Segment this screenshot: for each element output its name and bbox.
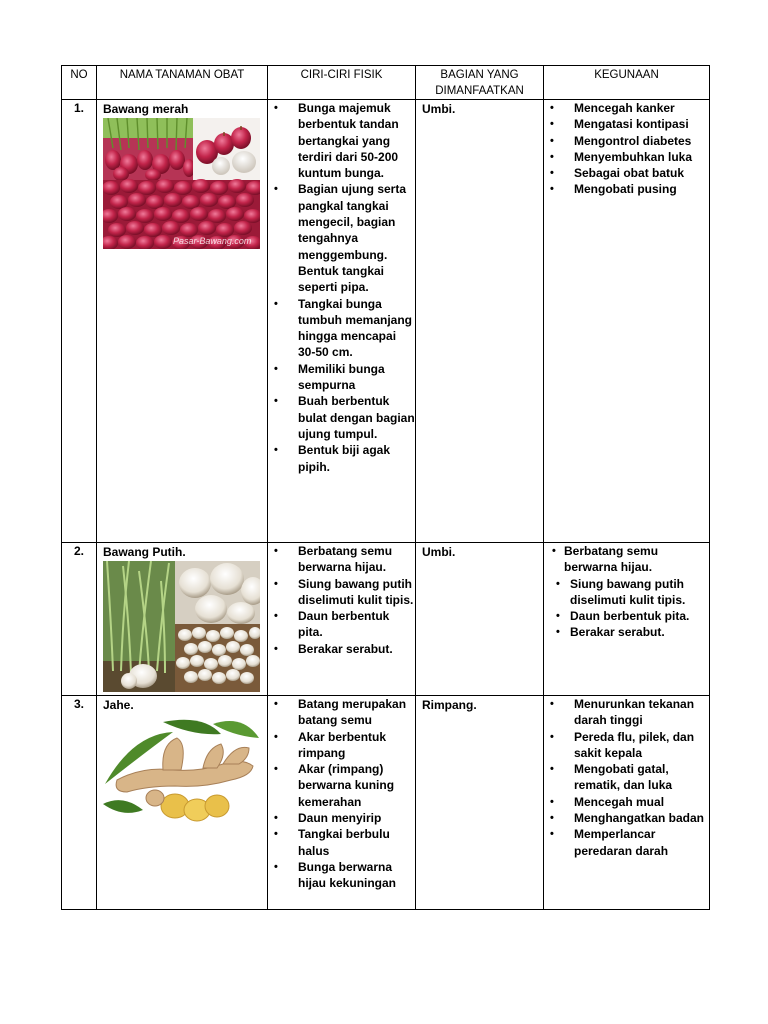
list-item: • Bentuk biji agak pipih. — [268, 442, 415, 475]
list-item: • Akar berbentuk rimpang — [268, 729, 415, 762]
row-number: 3. — [62, 696, 97, 910]
plant-cell — [97, 696, 268, 910]
list-item: • Berakar serabut. — [544, 624, 709, 640]
list-item: • Batang merupakan batang semu — [268, 696, 415, 729]
list-item: • Berbatang semu berwarna hijau. — [544, 543, 709, 576]
list-item: • Berakar serabut. — [268, 641, 415, 657]
list-item: • Menyembuhkan luka — [544, 149, 709, 165]
traits-cell — [268, 543, 416, 696]
list-item: • Bagian ujung serta pangkal tangkai mengecil, bagian tengahnya menggembung. Bentuk tangkai seperti pipa. — [268, 181, 415, 295]
header-uses: KEGUNAAN — [544, 66, 710, 100]
list-item: • Menurunkan tekanan darah tinggi — [544, 696, 709, 729]
list-item: • Mencegah kanker — [544, 100, 709, 116]
list-item: • Tangkai berbulu halus — [268, 826, 415, 859]
list-item: • Mencegah mual — [544, 794, 709, 810]
list-item: • Bunga majemuk berbentuk tandan bertangkai yang terdiri dari 50-200 kuntum bunga. — [268, 100, 415, 181]
list-item: • Daun menyirip — [268, 810, 415, 826]
list-item: • Daun berbentuk pita. — [544, 608, 709, 624]
photo-watermark: Pasar-Bawang.com — [173, 236, 252, 246]
table-row — [62, 696, 710, 910]
list-item: • Tangkai bunga tumbuh memanjang hingga mencapai 30-50 cm. — [268, 296, 415, 361]
part-used: Umbi. — [416, 543, 544, 696]
traits-list — [268, 696, 415, 892]
part-used: Umbi. — [416, 100, 544, 543]
list-item: • Mengobati pusing — [544, 181, 709, 197]
table-row — [62, 100, 710, 543]
plant-cell — [97, 543, 268, 696]
part-used: Rimpang. — [416, 696, 544, 910]
uses-list — [544, 696, 709, 859]
header-physical-traits: CIRI-CIRI FISIK — [268, 66, 416, 100]
row-number: 1. — [62, 100, 97, 543]
list-item: • Siung bawang putih diselimuti kulit tipis. — [268, 576, 415, 609]
traits-cell — [268, 100, 416, 543]
uses-list — [544, 543, 709, 576]
list-item: • Berbatang semu berwarna hijau. — [268, 543, 415, 576]
list-item: • Pereda flu, pilek, dan sakit kepala — [544, 729, 709, 762]
list-item: • Bunga berwarna hijau kekuningan — [268, 859, 415, 892]
uses-list — [544, 100, 709, 198]
header-row — [62, 66, 710, 100]
header-part-used-line2: DIMANFAATKAN — [435, 85, 524, 97]
traits-list — [268, 543, 415, 657]
list-item: • Mengatasi kontipasi — [544, 116, 709, 132]
header-plant-name: NAMA TANAMAN OBAT — [97, 66, 268, 100]
uses-cell — [544, 100, 710, 543]
list-item: • Buah berbentuk bulat dengan bagian ujung tumpul. — [268, 393, 415, 442]
list-item: • Siung bawang putih diselimuti kulit tipis. — [544, 576, 709, 609]
garlic-photo — [103, 561, 263, 695]
list-item: • Menghangatkan badan — [544, 810, 709, 826]
traits-list — [268, 100, 415, 475]
uses-cell — [544, 543, 710, 696]
list-item: • Akar (rimpang) berwarna kuning kemerahan — [268, 761, 415, 810]
uses-list-continued — [544, 576, 709, 641]
uses-cell — [544, 696, 710, 910]
list-item: • Mengobati gatal, rematik, dan luka — [544, 761, 709, 794]
header-no: NO — [62, 66, 97, 100]
plant-name: Jahe. — [103, 698, 134, 712]
table-row — [62, 543, 710, 696]
traits-cell — [268, 696, 416, 910]
medicinal-plants-table — [61, 65, 710, 910]
row-number: 2. — [62, 543, 97, 696]
list-item: • Daun berbentuk pita. — [268, 608, 415, 641]
list-item: • Memiliki bunga sempurna — [268, 361, 415, 394]
plant-name: Bawang merah — [103, 102, 189, 116]
list-item: • Mengontrol diabetes — [544, 133, 709, 149]
plant-name: Bawang Putih. — [103, 545, 186, 559]
ginger-photo — [103, 714, 263, 829]
list-item: • Memperlancar peredaran darah — [544, 826, 709, 859]
header-part-used-line1: BAGIAN YANG — [440, 69, 519, 81]
list-item: • Sebagai obat batuk — [544, 165, 709, 181]
plant-cell — [97, 100, 268, 543]
shallot-photo — [103, 118, 263, 252]
header-part-used — [416, 66, 544, 100]
